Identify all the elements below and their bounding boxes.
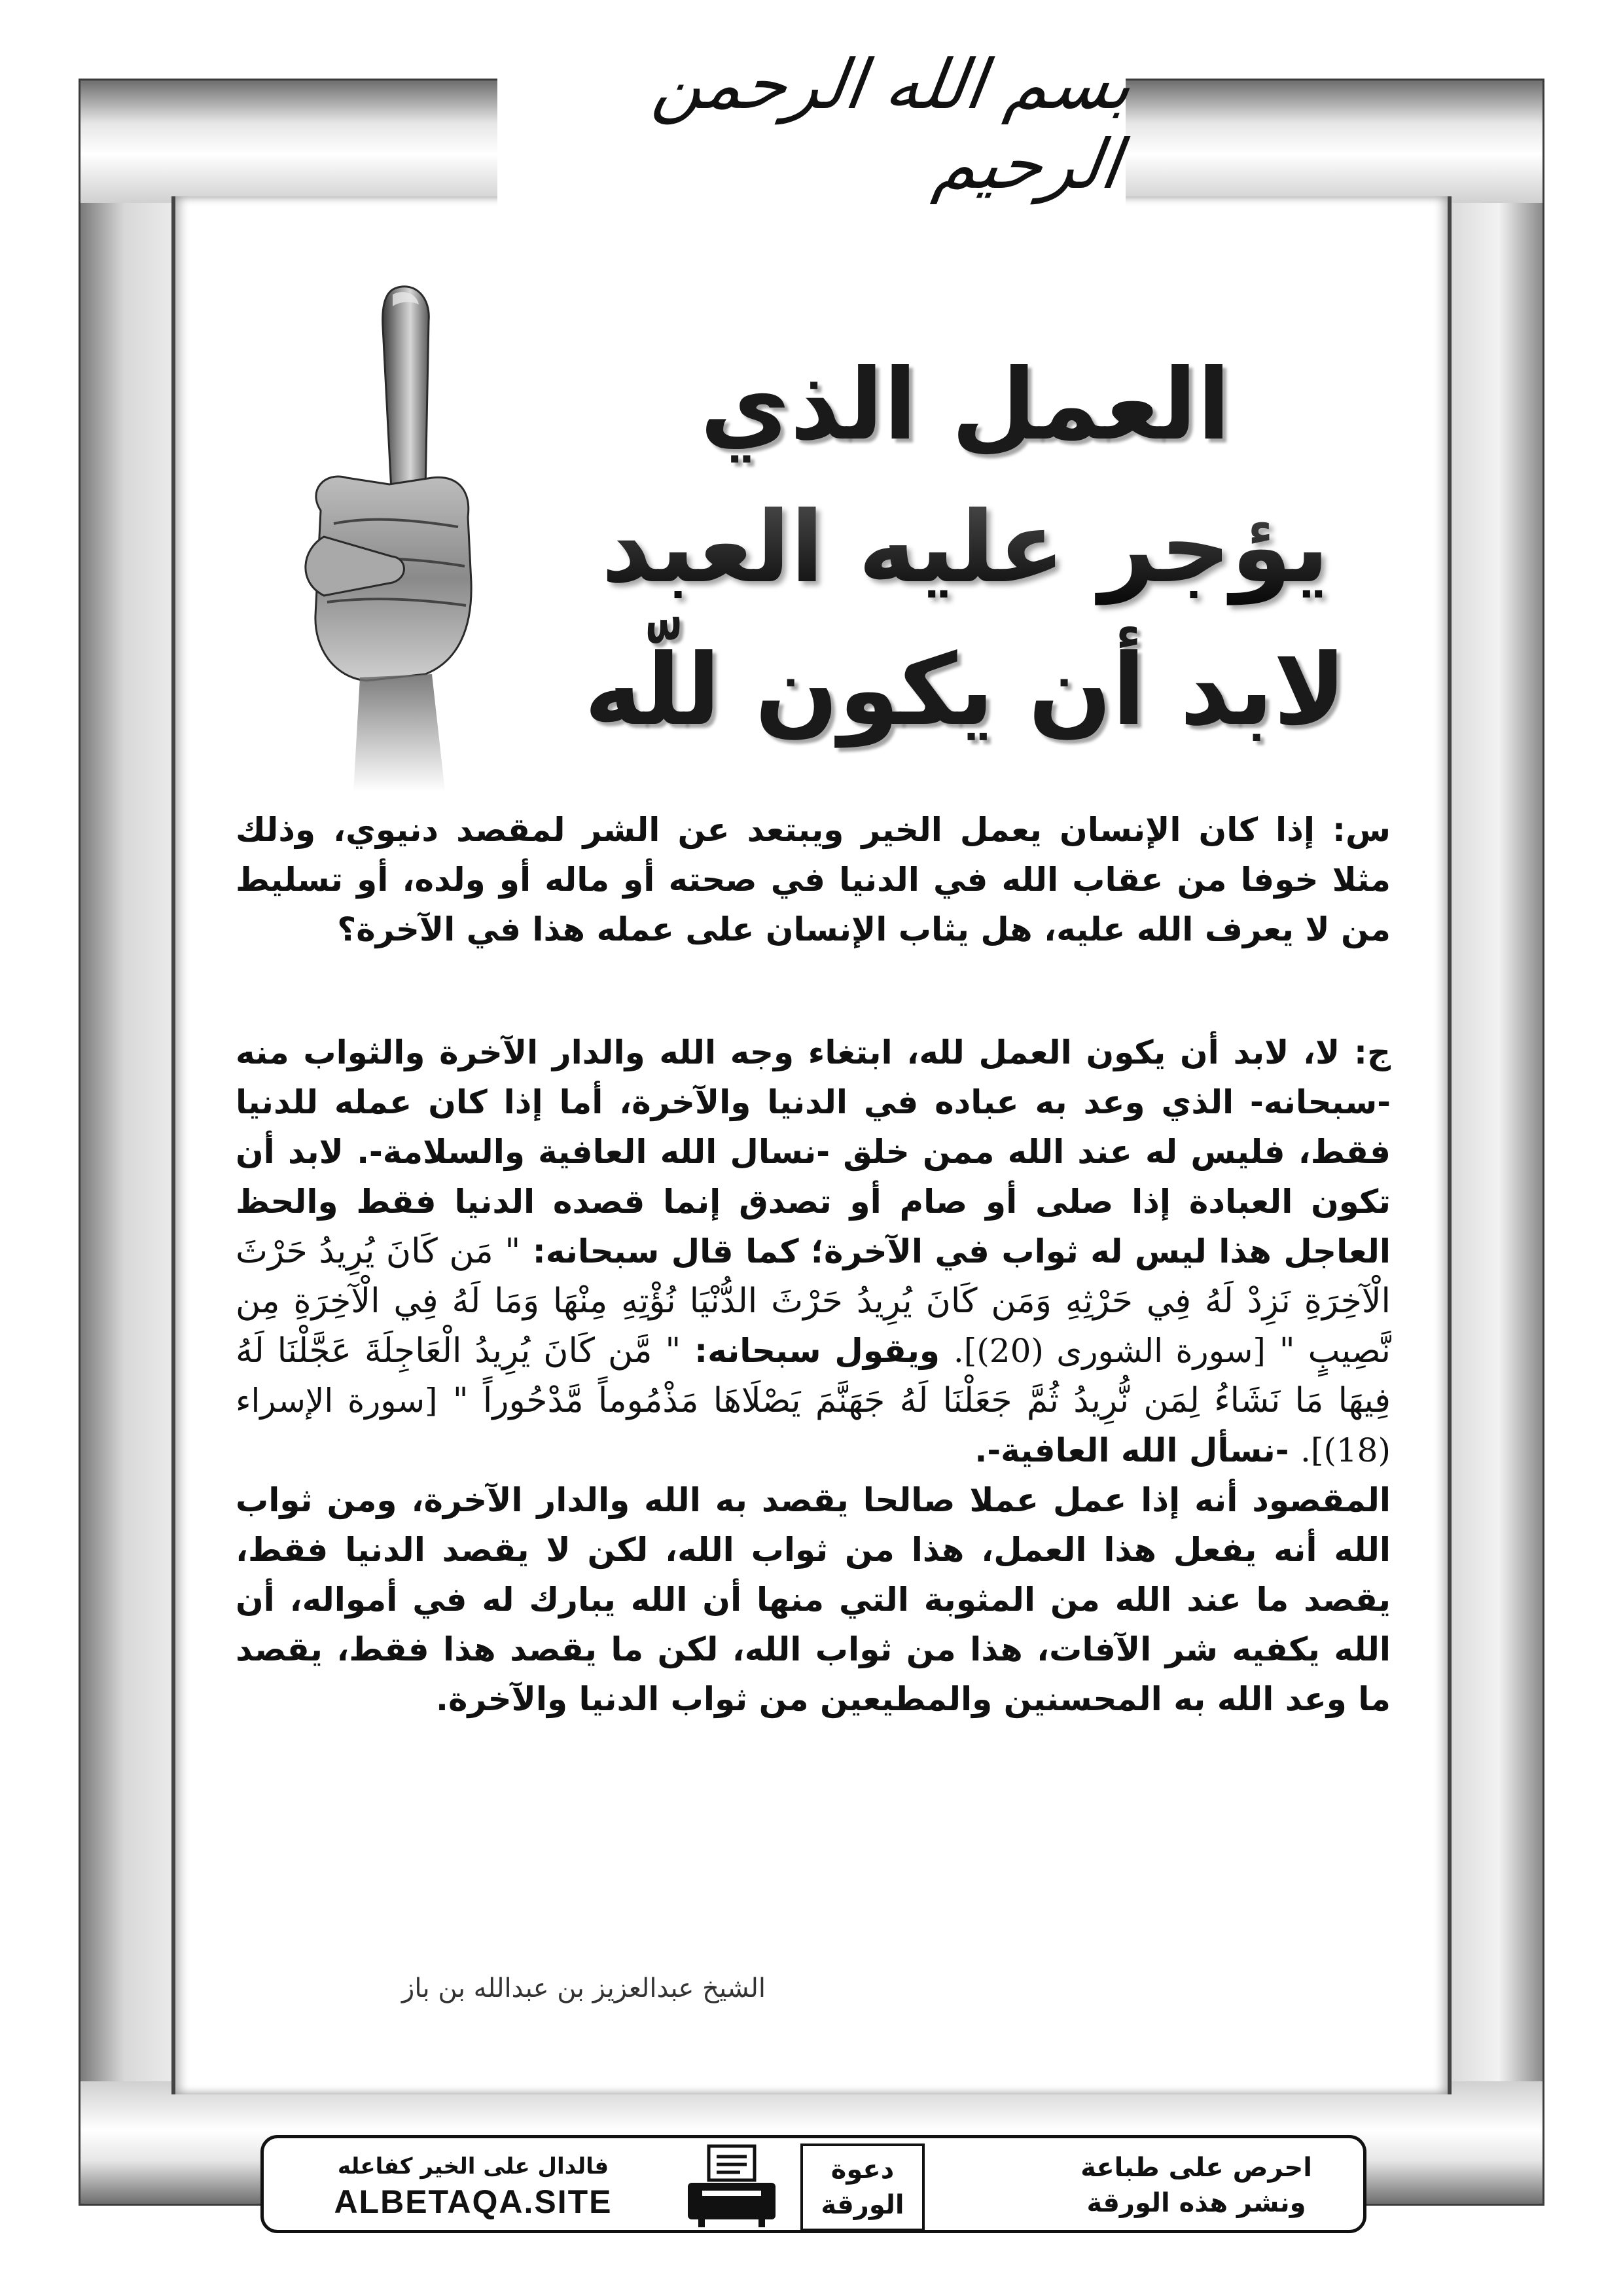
author-credit: الشيخ عبدالعزيز بن عبدالله بن باز xyxy=(402,1973,766,2003)
logo-line-2: الورقة xyxy=(821,2190,904,2220)
poster-title xyxy=(556,334,1374,762)
call-to-action xyxy=(1056,2150,1337,2221)
fatwa-body xyxy=(236,805,1391,1724)
logo-line-1: دعوة xyxy=(830,2155,895,2185)
title-line-3: لابد أن يكون للّه xyxy=(584,634,1347,747)
question-paragraph: س: إذا كان الإنسان يعمل الخير ويبتعد عن الشر لمقصد دنيوي، وذلك مثلا خوفا من عقاب الله في الدنيا في صحته أو ماله أو ولده، أو تسليط من لا يعرف الله عليه، هل يثاب الإنسان على عمله هذا في الآخرة؟ xyxy=(236,811,1391,948)
call-to-action-line-2: ونشر هذه الورقة xyxy=(1086,2188,1306,2218)
basmala-header xyxy=(497,39,1137,209)
footer-slogan: فالدال على الخير كفاعله xyxy=(337,2153,609,2179)
closing-dua: -نسأل الله العافية-. xyxy=(974,1431,1289,1469)
conclusion-paragraph: المقصود أنه إذا عمل عملا صالحا يقصد به الله والدار الآخرة، ومن ثواب الله أنه يفعل هذا العمل، هذا من ثواب الله، لكن لا يقصد الدنيا فقط، يقصد ما عند الله من المثوبة التي منها أن الله يبارك له في أمواله، أن الله يكفيه شر الآفات، هذا من ثواب الله، لكن ما يقصد هذا فقط، يقصد ما وعد الله به المحسنين والمطيعين من ثواب الدنيا والآخرة. xyxy=(236,1481,1391,1718)
title-line-2: يؤجر عليه العبد xyxy=(556,476,1374,619)
footer-site-block xyxy=(290,2150,656,2221)
call-to-action-line-1: احرص على طباعة xyxy=(1080,2153,1312,2183)
verse-reference-1: [سورة الشورى (20)]. xyxy=(953,1332,1266,1370)
quran-verse-2: " مَّن كَانَ يُرِيدُ الْعَاجِلَةَ عَجَّلْنَا لَهُ فِيهَا مَا نَشَاءُ لِمَن نُّرِيدُ ثُمَّ جَعَلْنَا لَهُ جَهَنَّمَ يَصْلَاهَا مَذْمُوماً مَّدْحُوراً " xyxy=(236,1331,1391,1420)
answer-paragraph xyxy=(236,1028,1391,1475)
raised-finger-hand-image xyxy=(262,275,517,798)
dawat-alwaraqa-logo xyxy=(800,2144,925,2231)
footer-site-link[interactable]: ALBETAQA.SITE xyxy=(334,2183,613,2220)
title-line-1: العمل الذي xyxy=(700,348,1231,462)
footer-bar xyxy=(260,2135,1366,2233)
quran-verse-1: " مَن كَانَ يُرِيدُ حَرْثَ الْآخِرَةِ نَزِدْ لَهُ فِي حَرْثِهِ وَمَن كَانَ يُرِيدُ حَرْثَ الدُّنْيَا نُؤْتِهِ مِنْهَا وَمَا لَهُ فِي الْآخِرَةِ مِن نَّصِيبٍ " xyxy=(236,1232,1391,1371)
answer-connector: ويقول سبحانه: xyxy=(694,1332,940,1370)
printer-icon xyxy=(683,2142,781,2231)
basmala-text: بسم الله الرحمن الرحيم xyxy=(648,45,1137,204)
verse-reference-2: [سورة الإسراء (18)]. xyxy=(236,1382,1391,1469)
answer-intro: ج: لا، لابد أن يكون العمل لله، ابتغاء وجه الله والدار الآخرة والثواب منه -سبحانه- الذي وعد به عباده في الدنيا والآخرة، أما إذا كان عمله للدنيا فقط، فليس له عند الله ممن خلق -نسال الله العافية والسلامة-. لابد أن تكون العبادة إذا صلى أو صام أو تصدق إنما قصده الدنيا فقط والحظ العاجل هذا ليس له ثواب في الآخرة؛ كما قال سبحانه: xyxy=(236,1033,1391,1270)
